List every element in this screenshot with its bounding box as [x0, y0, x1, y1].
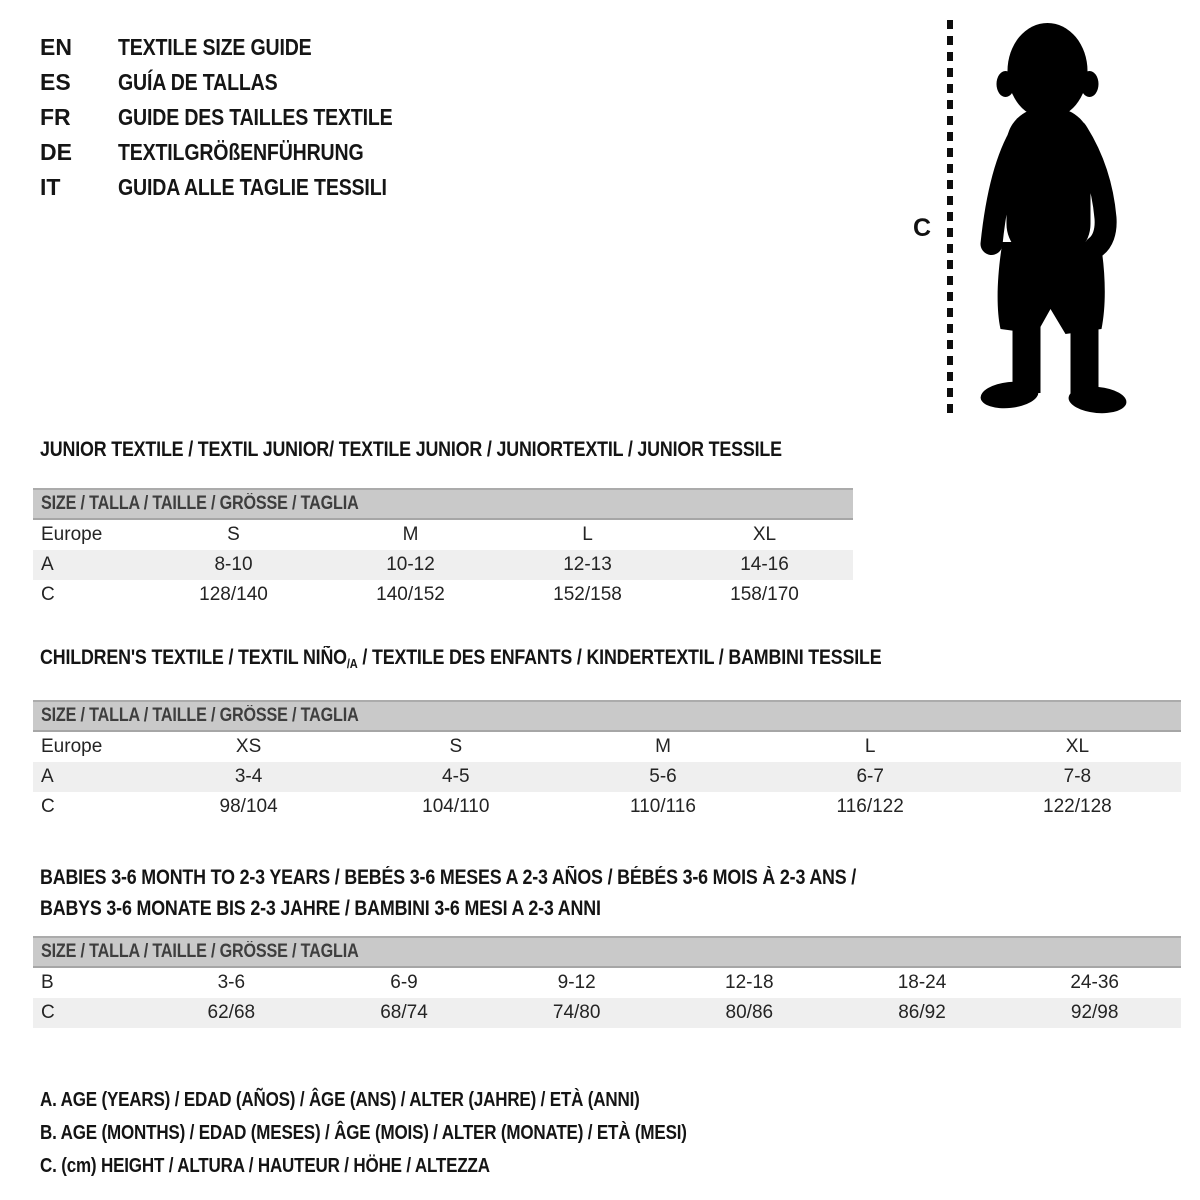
column-header: Europe	[41, 736, 103, 757]
junior-section	[0, 438, 1200, 610]
row-label: C	[41, 1002, 55, 1023]
row-label: A	[41, 766, 54, 787]
table-cell: 3-4	[234, 766, 263, 787]
legend-line-age-years: A. AGE (YEARS) / EDAD (AÑOS) / ÂGE (ANS) / ALTER (JAHRE) / ETÀ (ANNI)	[40, 1089, 640, 1111]
language-row-fr	[40, 100, 441, 135]
legend-line-age-months: B. AGE (MONTHS) / EDAD (MESES) / ÂGE (MOIS) / ALTER (MONATE) / ETÀ (MESI)	[40, 1122, 687, 1144]
column-header: XL	[1065, 736, 1090, 757]
table-cell: 158/170	[730, 584, 799, 605]
row-label: C	[41, 796, 55, 817]
table-cell: 10-12	[386, 554, 435, 575]
table-cell: 18-24	[897, 972, 947, 993]
table-cell: 110/116	[630, 796, 696, 817]
table-cell: 12-18	[725, 972, 774, 993]
column-header: S	[227, 524, 240, 545]
table-cell: 68/74	[380, 1002, 428, 1023]
table-cell: 6-9	[390, 972, 418, 993]
height-measure-label: C	[913, 214, 932, 242]
language-code: IT	[40, 174, 61, 200]
legend-line-height-cm: C. (cm) HEIGHT / ALTURA / HAUTEUR / HÖHE / ALTEZZA	[40, 1155, 490, 1177]
size-header-label: SIZE / TALLA / TAILLE / GRÖSSE / TAGLIA	[41, 941, 359, 962]
table-cell: 74/80	[552, 1002, 601, 1023]
column-header: S	[449, 736, 463, 757]
table-cell: 152/158	[553, 584, 622, 605]
table-cell: 8-10	[214, 554, 253, 575]
babies-size-header-bar	[33, 936, 1181, 968]
table-cell: 122/128	[1043, 796, 1112, 817]
size-header-label: SIZE / TALLA / TAILLE / GRÖSSE / TAGLIA	[41, 705, 359, 726]
language-title: TEXTILE SIZE GUIDE	[118, 34, 312, 60]
table-cell: 86/92	[898, 1002, 946, 1023]
language-code: EN	[40, 34, 72, 60]
table-cell: 98/104	[219, 796, 278, 817]
junior-size-header-bar	[33, 488, 853, 520]
table-cell: 14-16	[740, 554, 789, 575]
table-cell: 12-13	[563, 554, 612, 575]
language-code: ES	[40, 69, 71, 95]
language-list	[40, 30, 441, 205]
babies-section	[0, 862, 1200, 1028]
table-cell: 5-6	[649, 766, 677, 787]
column-header: XL	[752, 524, 777, 545]
babies-row-height	[33, 998, 1181, 1028]
column-header: L	[864, 736, 876, 757]
table-cell: 7-8	[1063, 766, 1092, 787]
junior-row-height	[33, 580, 853, 610]
column-header: XS	[235, 736, 262, 757]
row-label: B	[41, 972, 54, 993]
table-cell: 92/98	[1070, 1002, 1119, 1023]
language-title: GUIDA ALLE TAGLIE TESSILI	[118, 174, 387, 200]
language-row-it	[40, 170, 441, 205]
children-row-age	[33, 762, 1181, 792]
language-row-de	[40, 135, 441, 170]
height-measure-dashed-line	[947, 20, 953, 416]
table-cell: 104/110	[422, 796, 490, 817]
table-cell: 4-5	[442, 766, 470, 787]
junior-size-table	[33, 488, 853, 610]
column-header: L	[582, 524, 593, 545]
children-section-title: CHILDREN'S TEXTILE / TEXTIL NIÑO/A / TEXTILE DES ENFANTS / KINDERTEXTIL / BAMBINI TESSILE	[40, 646, 882, 671]
language-title: GUIDE DES TAILLES TEXTILE	[118, 104, 393, 130]
babies-section-title: BABIES 3-6 MONTH TO 2-3 YEARS / BEBÉS 3-6 MESES A 2-3 AÑOS / BÉBÉS 3-6 MOIS À 2-3 ANS / BABYS 3-6 MONATE BIS 2-3 JAHRE / BAMBINI 3-6 MESI A 2-3 ANNI	[40, 866, 857, 920]
table-cell: 128/140	[199, 584, 268, 605]
size-header-label: SIZE / TALLA / TAILLE / GRÖSSE / TAGLIA	[41, 493, 359, 514]
column-header: M	[655, 736, 671, 757]
babies-size-table	[33, 936, 1181, 1028]
table-cell: 116/122	[836, 796, 904, 817]
language-title: TEXTILGRÖßENFÜHRUNG	[118, 139, 364, 165]
column-header: Europe	[41, 524, 103, 545]
row-label: C	[41, 584, 55, 605]
table-cell: 80/86	[725, 1002, 774, 1023]
language-code: FR	[40, 104, 71, 130]
toddler-silhouette-icon	[962, 16, 1147, 416]
children-size-header-bar	[33, 700, 1181, 732]
children-column-header-row	[33, 732, 1181, 762]
language-row-es	[40, 65, 441, 100]
language-row-en	[40, 30, 441, 65]
language-title: GUÍA DE TALLAS	[118, 69, 278, 95]
junior-row-age	[33, 550, 853, 580]
children-size-table	[33, 700, 1181, 822]
table-cell: 6-7	[856, 766, 884, 787]
column-header: M	[402, 524, 419, 545]
nino-a-subscript: /A	[346, 656, 358, 671]
junior-section-title: JUNIOR TEXTILE / TEXTIL JUNIOR/ TEXTILE JUNIOR / JUNIORTEXTIL / JUNIOR TESSILE	[40, 438, 782, 461]
table-cell: 9-12	[557, 972, 596, 993]
row-label: A	[41, 554, 54, 575]
table-cell: 140/152	[376, 584, 445, 605]
children-row-height	[33, 792, 1181, 822]
table-cell: 62/68	[207, 1002, 256, 1023]
babies-row-months	[33, 968, 1181, 998]
junior-column-header-row	[33, 520, 853, 550]
children-section	[0, 646, 1200, 822]
table-cell: 24-36	[1070, 972, 1119, 993]
measurement-legend	[40, 1084, 1200, 1183]
language-code: DE	[40, 139, 72, 165]
top-section	[0, 0, 1200, 430]
table-cell: 3-6	[217, 972, 246, 993]
